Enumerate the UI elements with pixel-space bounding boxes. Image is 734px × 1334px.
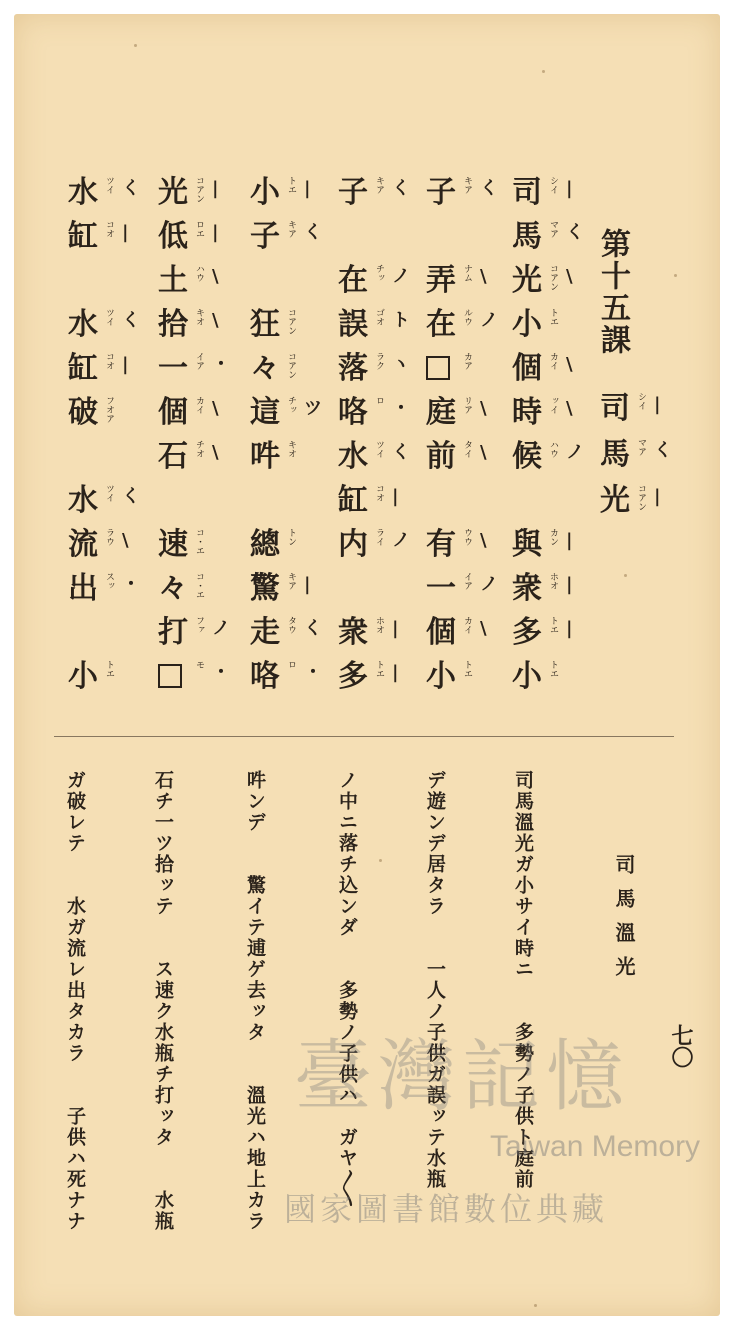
ruby-reading: キア (374, 176, 384, 194)
han-character: 小 (250, 175, 280, 210)
han-character: 子 (426, 175, 456, 210)
tone-mark: | (122, 222, 129, 243)
han-character: 時 (512, 395, 542, 430)
ruby-reading: フオア (104, 396, 114, 423)
ruby-reading: カイ (548, 352, 558, 370)
ruby-reading: ツイ (104, 484, 114, 502)
han-character: 多 (512, 615, 542, 650)
han-character: 出 (68, 571, 98, 606)
character-cell (418, 174, 498, 218)
ruby-reading: コアン (194, 176, 204, 203)
character-cell (150, 306, 220, 350)
character-cell (592, 482, 662, 526)
han-character: 狂 (250, 307, 280, 342)
character-cell (150, 262, 220, 306)
tone-mark: ノ (392, 266, 410, 287)
character-cell (418, 658, 488, 702)
tone-mark: く (392, 442, 410, 463)
ruby-reading: ホオ (374, 616, 384, 634)
character-cell (242, 614, 322, 658)
han-character (158, 658, 182, 698)
translation-line: 吽ンデ 驚イテ逋ゲ去ッタ 溫光ハ地上カラ (244, 770, 266, 1232)
ruby-reading: リア (462, 396, 472, 414)
ruby-reading: コオ (374, 484, 384, 502)
character-cell (60, 350, 130, 394)
character-cell (330, 658, 400, 702)
character-cell (330, 262, 410, 306)
tone-mark: ・ (122, 574, 140, 595)
character-cell (330, 306, 410, 350)
ruby-reading: コ・エ (194, 572, 204, 599)
paper-speck (624, 574, 627, 577)
page-number: 七〇 (668, 1024, 694, 1068)
tone-mark: く (566, 222, 584, 243)
tone-mark: ・ (304, 662, 322, 683)
han-character: 破 (68, 395, 98, 430)
character-cell (330, 482, 400, 526)
tone-mark: | (392, 618, 399, 639)
han-character: 在 (338, 263, 368, 298)
tone-mark: \ (122, 530, 129, 551)
tone-mark: く (122, 486, 140, 507)
character-cell (60, 526, 130, 570)
tone-mark: ノ (566, 442, 584, 463)
han-character: 與 (512, 527, 542, 562)
translation-line: 石チ一ツ拾ッテ ス速ク水瓶チ打ッタ 水瓶 (152, 770, 174, 1232)
tone-mark: \ (480, 442, 487, 463)
tone-mark: | (304, 574, 311, 595)
character-cell (150, 614, 230, 658)
tone-mark: く (122, 178, 140, 199)
ruby-reading: シイ (636, 392, 646, 410)
character-cell (150, 438, 220, 482)
han-character: 水 (338, 439, 368, 474)
character-cell (504, 394, 574, 438)
han-character: 馬 (512, 219, 542, 254)
han-character: 一 (158, 351, 188, 386)
ruby-reading: コアン (286, 308, 296, 335)
han-character: 土 (158, 263, 188, 298)
ruby-reading: イア (194, 352, 204, 370)
ruby-reading: ライ (374, 528, 384, 546)
ruby-reading: ラウ (104, 528, 114, 546)
watermark-library: 國家圖書館數位典藏 (284, 1190, 609, 1228)
ruby-reading: ホオ (548, 572, 558, 590)
ruby-reading: タイ (462, 440, 472, 458)
character-cell (330, 174, 410, 218)
paper-speck (379, 859, 382, 862)
han-character: 有 (426, 527, 456, 562)
watermark-chinese: 臺灣記憶 (294, 1032, 631, 1122)
ruby-reading: チオ (194, 440, 204, 458)
tone-mark: \ (480, 398, 487, 419)
han-character: 小 (426, 659, 456, 694)
character-cell (418, 526, 488, 570)
character-cell (330, 526, 410, 570)
han-character: 走 (250, 615, 280, 650)
ruby-reading: スッ (104, 572, 114, 590)
character-cell (504, 218, 584, 262)
tone-mark: く (654, 440, 672, 461)
han-character: 咯 (338, 395, 368, 430)
lesson-title: 第十五課 (595, 228, 630, 356)
character-cell (242, 526, 312, 570)
paper-speck (674, 274, 677, 277)
character-cell (242, 394, 322, 438)
character-cell (242, 218, 322, 262)
han-character: 小 (512, 307, 542, 342)
han-character: 々 (158, 571, 188, 606)
han-character: 前 (426, 439, 456, 474)
ruby-reading: モ (194, 660, 204, 669)
han-character: 庭 (426, 395, 456, 430)
han-character: 總 (250, 527, 280, 562)
translation-title: 司馬溫光 (612, 854, 636, 990)
character-cell (418, 394, 488, 438)
translation-line: デ遊ンデ居タラ 一人ノ子供ガ誤ッテ水瓶 (424, 770, 446, 1190)
character-cell (60, 174, 140, 218)
tone-mark: | (122, 354, 129, 375)
han-character: 誤 (338, 307, 368, 342)
han-character: 拾 (158, 307, 188, 342)
han-character: 司 (512, 175, 542, 210)
character-cell (60, 306, 140, 350)
character-cell (504, 438, 584, 482)
ruby-reading: トエ (104, 660, 114, 678)
han-character: 子 (338, 175, 368, 210)
character-cell (242, 306, 312, 350)
paper-speck (534, 1304, 537, 1307)
han-character: 馬 (600, 437, 630, 472)
tone-mark: | (212, 222, 219, 243)
ruby-reading: キア (286, 572, 296, 590)
character-cell (150, 570, 220, 614)
character-cell (150, 350, 230, 394)
tone-mark: ノ (392, 530, 410, 551)
tone-mark: | (392, 662, 399, 683)
ruby-reading: ロ (286, 660, 296, 669)
character-cell (150, 174, 220, 218)
paper-speck (134, 44, 137, 47)
ruby-reading: トン (286, 528, 296, 546)
tone-mark: く (122, 310, 140, 331)
ruby-reading: ツイ (104, 176, 114, 194)
tone-mark: | (566, 618, 573, 639)
ruby-reading: コオ (104, 220, 114, 238)
han-character: 水 (68, 175, 98, 210)
han-character: 咯 (250, 659, 280, 694)
ruby-reading: ウウ (462, 528, 472, 546)
han-character: 缸 (338, 483, 368, 518)
character-cell (504, 174, 574, 218)
character-cell (242, 350, 312, 394)
character-cell (504, 614, 574, 658)
character-cell (504, 306, 574, 350)
ruby-reading: トエ (548, 616, 558, 634)
character-cell (60, 218, 130, 262)
tone-mark: ツ (304, 398, 322, 419)
ruby-reading: ハウ (194, 264, 204, 282)
tone-mark: ノ (480, 574, 498, 595)
tone-mark: | (566, 574, 573, 595)
han-character: 小 (512, 659, 542, 694)
character-cell (150, 394, 220, 438)
character-cell (150, 218, 220, 262)
ruby-reading: ルウ (462, 308, 472, 326)
character-cell (242, 570, 312, 614)
character-cell (418, 438, 488, 482)
character-cell (60, 482, 140, 526)
blank-character-box (158, 664, 182, 688)
han-character: 内 (338, 527, 368, 562)
han-character: 水 (68, 483, 98, 518)
ruby-reading: ラク (374, 352, 384, 370)
ruby-reading: ロエ (194, 220, 204, 238)
han-character: 在 (426, 307, 456, 342)
ruby-reading: トエ (286, 176, 296, 194)
han-character: 個 (512, 351, 542, 386)
character-cell (242, 438, 312, 482)
ruby-reading: ナム (462, 264, 472, 282)
tone-mark: \ (566, 266, 573, 287)
ruby-reading: コアン (286, 352, 296, 379)
han-character: 落 (338, 351, 368, 386)
character-cell (330, 394, 410, 438)
han-character: 小 (68, 659, 98, 694)
character-cell (330, 350, 410, 394)
han-character: 打 (158, 615, 188, 650)
character-cell (150, 526, 220, 570)
han-character: 光 (512, 263, 542, 298)
tone-mark: | (654, 394, 661, 415)
tone-mark: | (212, 178, 219, 199)
ruby-reading: コアン (548, 264, 558, 291)
tone-mark: \ (480, 266, 487, 287)
tone-mark: ・ (392, 398, 410, 419)
tone-mark: く (480, 178, 498, 199)
character-cell (418, 614, 488, 658)
han-character: 這 (250, 395, 280, 430)
ruby-reading: イア (462, 572, 472, 590)
tone-mark: ・ (212, 662, 230, 683)
tone-mark: | (566, 178, 573, 199)
tone-mark: \ (212, 398, 219, 419)
character-cell (60, 658, 130, 702)
ruby-reading: トエ (548, 308, 558, 326)
tone-mark: ヽ (392, 354, 410, 375)
han-character: 缸 (68, 219, 98, 254)
ruby-reading: トエ (374, 660, 384, 678)
character-cell (418, 262, 488, 306)
ruby-reading: ゴオ (374, 308, 384, 326)
character-cell (504, 350, 574, 394)
han-character: 吽 (250, 439, 280, 474)
character-cell (418, 306, 498, 350)
character-cell (330, 614, 400, 658)
character-cell (242, 658, 322, 702)
han-character: 個 (158, 395, 188, 430)
ruby-reading: コオ (104, 352, 114, 370)
ruby-reading: カン (548, 528, 558, 546)
ruby-reading: シイ (548, 176, 558, 194)
character-cell (418, 570, 498, 614)
book-page (14, 14, 720, 1316)
tone-mark: く (392, 178, 410, 199)
ruby-reading: キオ (286, 440, 296, 458)
han-character: 光 (158, 175, 188, 210)
han-character: 水 (68, 307, 98, 342)
han-character (426, 350, 450, 390)
han-character: 石 (158, 439, 188, 474)
character-cell (504, 570, 574, 614)
character-cell (504, 526, 574, 570)
tone-mark: | (654, 486, 661, 507)
translation-line: ノ中ニ落チ込ンダ 多勢ノ子供ハ ガヤ〳〵 (336, 770, 358, 1209)
character-cell (60, 394, 130, 438)
ruby-reading: カイ (194, 396, 204, 414)
han-character: 候 (512, 439, 542, 474)
han-character: 缸 (68, 351, 98, 386)
ruby-reading: キオ (194, 308, 204, 326)
translation-line: ガ破レテ 水ガ流レ出タカラ 子供ハ死ナナ (64, 770, 86, 1232)
ruby-reading: ツイ (374, 440, 384, 458)
tone-mark: ノ (212, 618, 230, 639)
character-cell (150, 658, 230, 702)
ruby-reading: チッ (286, 396, 296, 414)
han-character: 弄 (426, 263, 456, 298)
han-character: 流 (68, 527, 98, 562)
ruby-reading: マア (548, 220, 558, 238)
han-character: 一 (426, 571, 456, 606)
tone-mark: \ (212, 442, 219, 463)
han-character: 子 (250, 219, 280, 254)
character-cell (504, 658, 574, 702)
ruby-reading: カア (462, 352, 472, 370)
tone-mark: く (304, 618, 322, 639)
ruby-reading: チッ (374, 264, 384, 282)
ruby-reading: コ・エ (194, 528, 204, 555)
tone-mark: \ (480, 618, 487, 639)
ruby-reading: マア (636, 438, 646, 456)
tone-mark: く (304, 222, 322, 243)
han-character: 司 (600, 391, 630, 426)
character-cell (504, 262, 574, 306)
character-cell (60, 570, 140, 614)
han-character: 衆 (338, 615, 368, 650)
tone-mark: \ (480, 530, 487, 551)
tone-mark: \ (212, 266, 219, 287)
tone-mark: ト (392, 310, 410, 331)
ruby-reading: コアン (636, 484, 646, 511)
character-cell (592, 436, 672, 480)
ruby-reading: トエ (462, 660, 472, 678)
han-character: 個 (426, 615, 456, 650)
ruby-reading: キア (462, 176, 472, 194)
han-character: 驚 (250, 571, 280, 606)
ruby-reading: ファ (194, 616, 204, 634)
tone-mark: ノ (480, 310, 498, 331)
ruby-reading: トエ (548, 660, 558, 678)
translation-line: 司馬溫光ガ小サイ時ニ 多勢ノ子供ト庭前 (512, 770, 534, 1190)
ruby-reading: ロ (374, 396, 384, 405)
tone-mark: \ (566, 354, 573, 375)
han-character: 速 (158, 527, 188, 562)
ruby-reading: ツイ (104, 308, 114, 326)
blank-character-box (426, 356, 450, 380)
character-cell (592, 390, 662, 434)
paper-speck (542, 70, 545, 73)
tone-mark: | (566, 530, 573, 551)
tone-mark: | (304, 178, 311, 199)
tone-mark: | (392, 486, 399, 507)
han-character: 光 (600, 483, 630, 518)
character-cell (418, 350, 488, 394)
ruby-reading: ッイ (548, 396, 558, 414)
tone-mark: ・ (212, 354, 230, 375)
ruby-reading: キア (286, 220, 296, 238)
han-character: 低 (158, 219, 188, 254)
ruby-reading: ハウ (548, 440, 558, 458)
han-character: 衆 (512, 571, 542, 606)
han-character: 多 (338, 659, 368, 694)
character-cell (330, 438, 410, 482)
section-divider (54, 736, 674, 737)
tone-mark: \ (212, 310, 219, 331)
ruby-reading: タウ (286, 616, 296, 634)
watermark-english: Taiwan Memory (490, 1130, 701, 1163)
han-character: 々 (250, 351, 280, 386)
tone-mark: \ (566, 398, 573, 419)
character-cell (242, 174, 312, 218)
ruby-reading: カイ (462, 616, 472, 634)
